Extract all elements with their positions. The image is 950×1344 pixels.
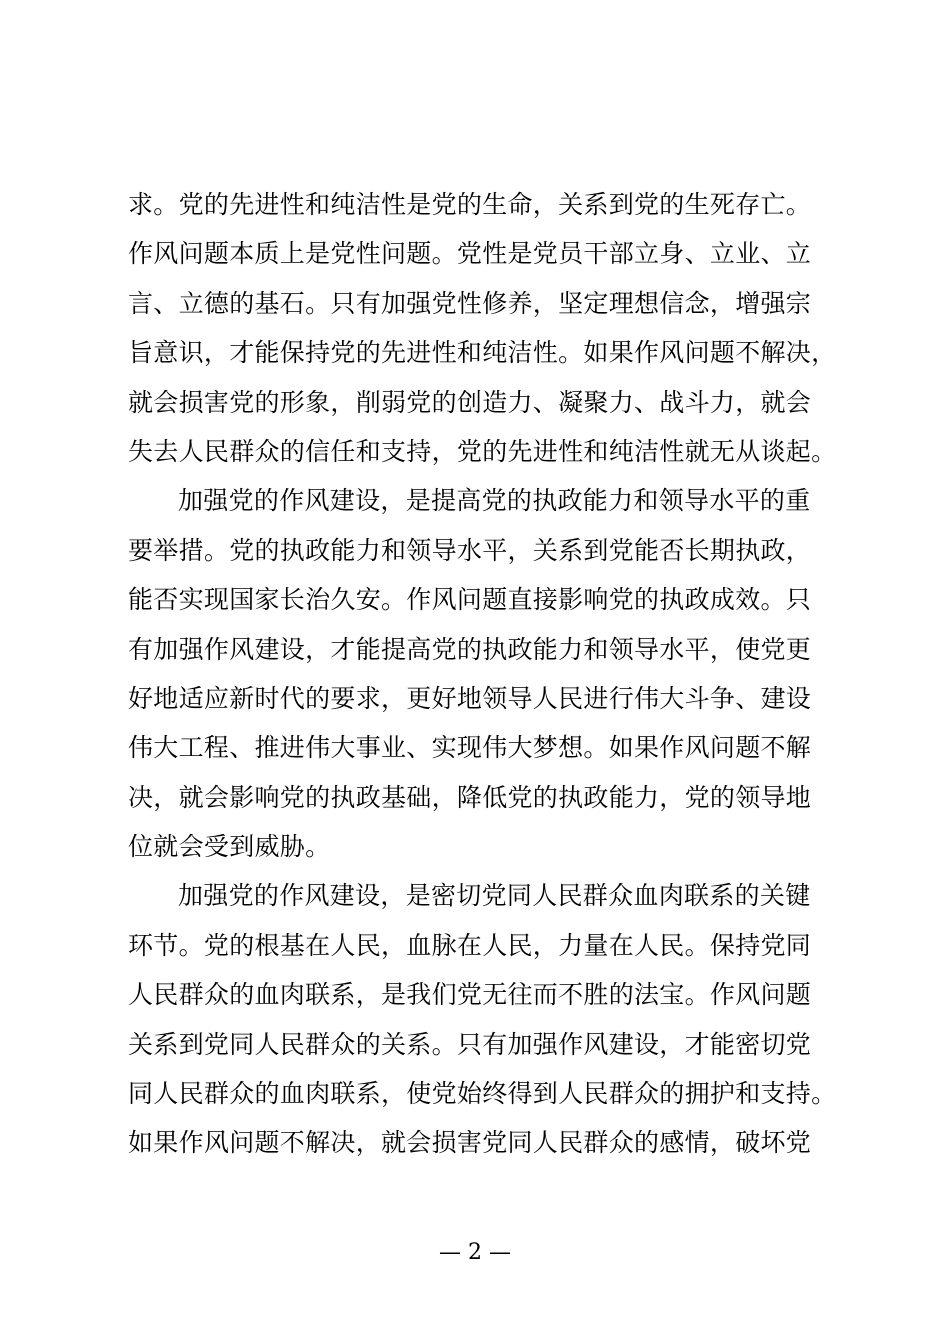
text-line: 旨意识，才能保持党的先进性和纯洁性。如果作风问题不解决， bbox=[128, 338, 837, 368]
body-text bbox=[128, 180, 848, 1168]
text-line: 要举措。党的执政能力和领导水平，关系到党能否长期执政， bbox=[128, 535, 812, 565]
text-line: 能否实现国家长治久安。作风问题直接影响党的执政成效。只 bbox=[128, 585, 812, 615]
text-line: 失去人民群众的信任和支持，党的先进性和纯洁性就无从谈起。 bbox=[128, 436, 837, 466]
text-line: 求。党的先进性和纯洁性是党的生命，关系到党的生死存亡。 bbox=[128, 190, 812, 219]
text-line: 如果作风问题不解决，就会损害党同人民群众的感情，破坏党 bbox=[128, 1128, 812, 1158]
page-number: — 2 — bbox=[439, 1240, 511, 1265]
text-line: 环节。党的根基在人民，血脉在人民，力量在人民。保持党同 bbox=[128, 930, 812, 960]
text-line: 好地适应新时代的要求，更好地领导人民进行伟大斗争、建设 bbox=[128, 683, 812, 713]
text-line: 有加强作风建设，才能提高党的执政能力和领导水平，使党更 bbox=[128, 634, 812, 664]
text-line: 关系到党同人民群众的关系。只有加强作风建设，才能密切党 bbox=[128, 1029, 812, 1059]
paragraph-start-line: 加强党的作风建设，是提高党的执政能力和领导水平的重 bbox=[178, 486, 811, 516]
text-line: 言、立德的基石。只有加强党性修养，坚定理想信念，增强宗 bbox=[128, 288, 812, 318]
text-line: 作风问题本质上是党性问题。党性是党员干部立身、立业、立 bbox=[128, 239, 812, 269]
text-line: 人民群众的血肉联系，是我们党无往而不胜的法宝。作风问题 bbox=[128, 980, 812, 1010]
text-line: 同人民群众的血肉联系，使党始终得到人民群众的拥护和支持。 bbox=[128, 1079, 837, 1109]
text-line: 位就会受到威胁。 bbox=[128, 832, 331, 862]
text-line: 伟大工程、推进伟大事业、实现伟大梦想。如果作风问题不解 bbox=[128, 733, 812, 763]
text-line: 决，就会影响党的执政基础，降低党的执政能力，党的领导地 bbox=[128, 782, 812, 812]
paragraph-start-line: 加强党的作风建设，是密切党同人民群众血肉联系的关键 bbox=[178, 881, 811, 911]
text-line: 就会损害党的形象，削弱党的创造力、凝聚力、战斗力，就会 bbox=[128, 387, 812, 417]
